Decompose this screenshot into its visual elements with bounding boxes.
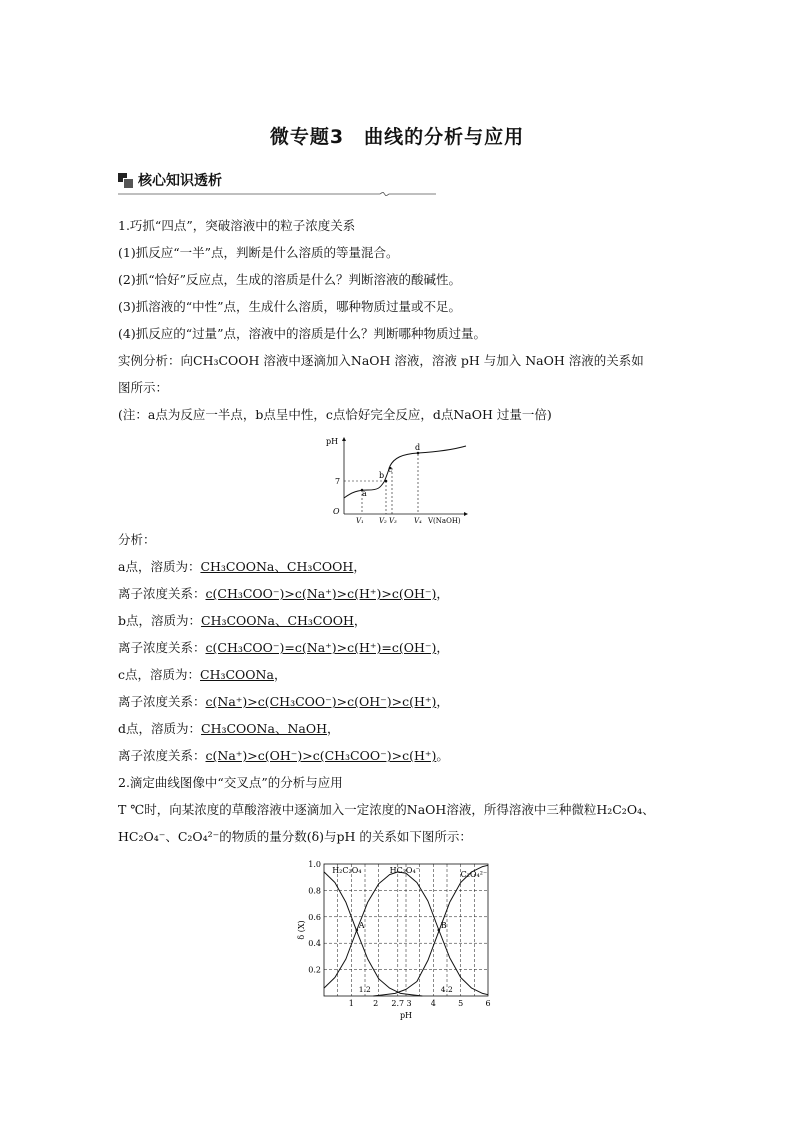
fig1-y-tick: 7 — [335, 477, 341, 486]
b-solute: CH₃COONa、CH₃COOH — [201, 613, 354, 628]
series-line — [324, 872, 422, 996]
d-relation-line: 离子浓度关系：c(Na⁺)>c(OH⁻)>c(CH₃COO⁻)>c(H⁺)。 — [118, 748, 449, 763]
x-tick-label: 4 — [430, 999, 436, 1008]
crossing-ph-label: 4.2 — [440, 985, 453, 994]
y-tick-label: 0.4 — [308, 939, 321, 949]
y-tick-label: 1.0 — [308, 860, 321, 869]
fig1-label-b: b — [379, 471, 385, 480]
part2-desc-line-1: T ℃时，向某浓度的草酸溶液中逐滴加入一定浓度的NaOH溶液，所得溶液中三种微粒H₂C₂O₄、 — [118, 802, 655, 817]
crossing-point — [438, 929, 441, 932]
part1-heading: 1.巧抓“四点”，突破溶液中的粒子浓度关系 — [118, 218, 356, 233]
a-solute-line: a点，溶质为：CH₃COONa、CH₃COOH， — [118, 559, 366, 574]
fig1-label-d: d — [415, 443, 421, 452]
point-2: (2)抓“恰好”反应点，生成的溶质是什么？判断溶液的酸碱性。 — [118, 272, 461, 287]
crossing-ph-label: 1.2 — [358, 985, 371, 994]
example-line-1: 实例分析：向CH₃COOH 溶液中逐滴加入NaOH 溶液，溶液 pH 与加入 NaOH 溶液的关系如 — [118, 353, 644, 368]
fig1-tick-v1: V₁ — [356, 517, 364, 524]
crossing-point-label: A — [358, 921, 365, 930]
y-axis-label: δ (X) — [297, 920, 306, 940]
y-tick-label: 0.8 — [308, 886, 321, 896]
fig1-label-c: c — [388, 465, 393, 474]
x-axis-label: pH — [399, 1011, 413, 1020]
a-solute: CH₃COONa、CH₃COOH — [200, 559, 354, 574]
fig1-origin: O — [333, 507, 340, 516]
section-rule — [118, 192, 436, 196]
point-1: (1)抓反应“一半”点，判断是什么溶质的等量混合。 — [118, 245, 399, 260]
fig1-y-arrow — [342, 437, 346, 441]
section-label: 核心知识透析 — [138, 173, 222, 189]
b-relation: c(CH₃COO⁻)=c(Na⁺)>c(H⁺)=c(OH⁻) — [205, 640, 437, 655]
series-label: C₂O₄²⁻ — [460, 870, 488, 880]
example-line-2: 图所示： — [118, 380, 169, 395]
fig1-point-b — [385, 480, 388, 483]
series-label: HC₂O₄⁻ — [389, 866, 420, 876]
a-relation-line: 离子浓度关系：c(CH₃COO⁻)>c(Na⁺)>c(H⁺)>c(OH⁻)， — [118, 586, 449, 601]
distribution-chart — [296, 856, 496, 1026]
b-solute-line: b点，溶质为：CH₃COONa、CH₃COOH， — [118, 613, 367, 628]
example-note: (注：a点为反应一半点，b点呈中性，c点恰好完全反应，d点NaOH 过量一倍) — [118, 407, 552, 422]
titration-figure — [318, 432, 478, 524]
d-relation: c(Na⁺)>c(OH⁻)>c(CH₃COO⁻)>c(H⁺) — [205, 748, 437, 763]
analysis-text — [118, 526, 678, 850]
analysis-heading: 分析： — [118, 532, 156, 547]
d-solute: CH₃COONa、NaOH — [201, 721, 327, 736]
page-title: 微专题3 曲线的分析与应用 — [269, 126, 525, 148]
point-4: (4)抓反应的“过量”点，溶液中的溶质是什么？判断哪种物质过量。 — [118, 326, 486, 341]
a-relation: c(CH₃COO⁻)>c(Na⁺)>c(H⁺)>c(OH⁻) — [205, 586, 437, 601]
series-line — [373, 865, 488, 996]
fig1-x-label: V(NaOH) — [428, 517, 461, 524]
fig1-tick-v2: V₂ — [379, 517, 387, 524]
fig1-x-arrow — [464, 512, 468, 516]
fig1-y-label: pH — [326, 437, 339, 446]
x-tick-label: 2 — [373, 999, 379, 1008]
part2-heading: 2.滴定曲线图像中“交叉点”的分析与应用 — [118, 775, 343, 790]
c-solute-line: c点，溶质为：CH₃COONa， — [118, 667, 287, 682]
series-label: H₂C₂O₄ — [332, 866, 362, 876]
chart-ticks — [308, 860, 490, 1008]
d-solute-line: d点，溶质为：CH₃COONa、NaOH， — [118, 721, 340, 736]
point-3: (3)抓溶液的“中性”点，生成什么溶质，哪种物质过量或不足。 — [118, 299, 461, 314]
section-header — [118, 170, 436, 196]
fig1-tick-v4: V₄ — [414, 517, 422, 524]
x-tick-label: 5 — [458, 999, 464, 1008]
fig1-point-d — [417, 452, 420, 455]
part1-text — [118, 212, 678, 428]
c-relation: c(Na⁺)>c(CH₃COO⁻)>c(OH⁻)>c(H⁺) — [205, 694, 437, 709]
fig1-tick-v3: V₃ — [389, 517, 397, 524]
x-tick-label: 2.7 — [391, 999, 405, 1008]
c-relation-line: 离子浓度关系：c(Na⁺)>c(CH₃COO⁻)>c(OH⁻)>c(H⁺)， — [118, 694, 449, 709]
b-relation-line: 离子浓度关系：c(CH₃COO⁻)=c(Na⁺)>c(H⁺)=c(OH⁻)， — [118, 640, 449, 655]
fig1-label-a: a — [362, 489, 367, 498]
x-tick-label: 1 — [348, 999, 354, 1008]
y-tick-label: 0.2 — [308, 965, 321, 975]
x-tick-label: 6 — [485, 999, 491, 1008]
crossing-point — [356, 929, 359, 932]
crossing-point-label: B — [440, 921, 447, 930]
y-tick-label: 0.6 — [308, 912, 321, 922]
c-solute: CH₃COONa — [200, 667, 274, 682]
chart-grid — [324, 864, 488, 996]
part2-desc-line-2: HC₂O₄⁻、C₂O₄²⁻的物质的量分数(δ)与pH 的关系如下图所示： — [118, 829, 472, 844]
x-tick-label: 3 — [406, 999, 412, 1008]
section-square-icon — [118, 173, 132, 187]
